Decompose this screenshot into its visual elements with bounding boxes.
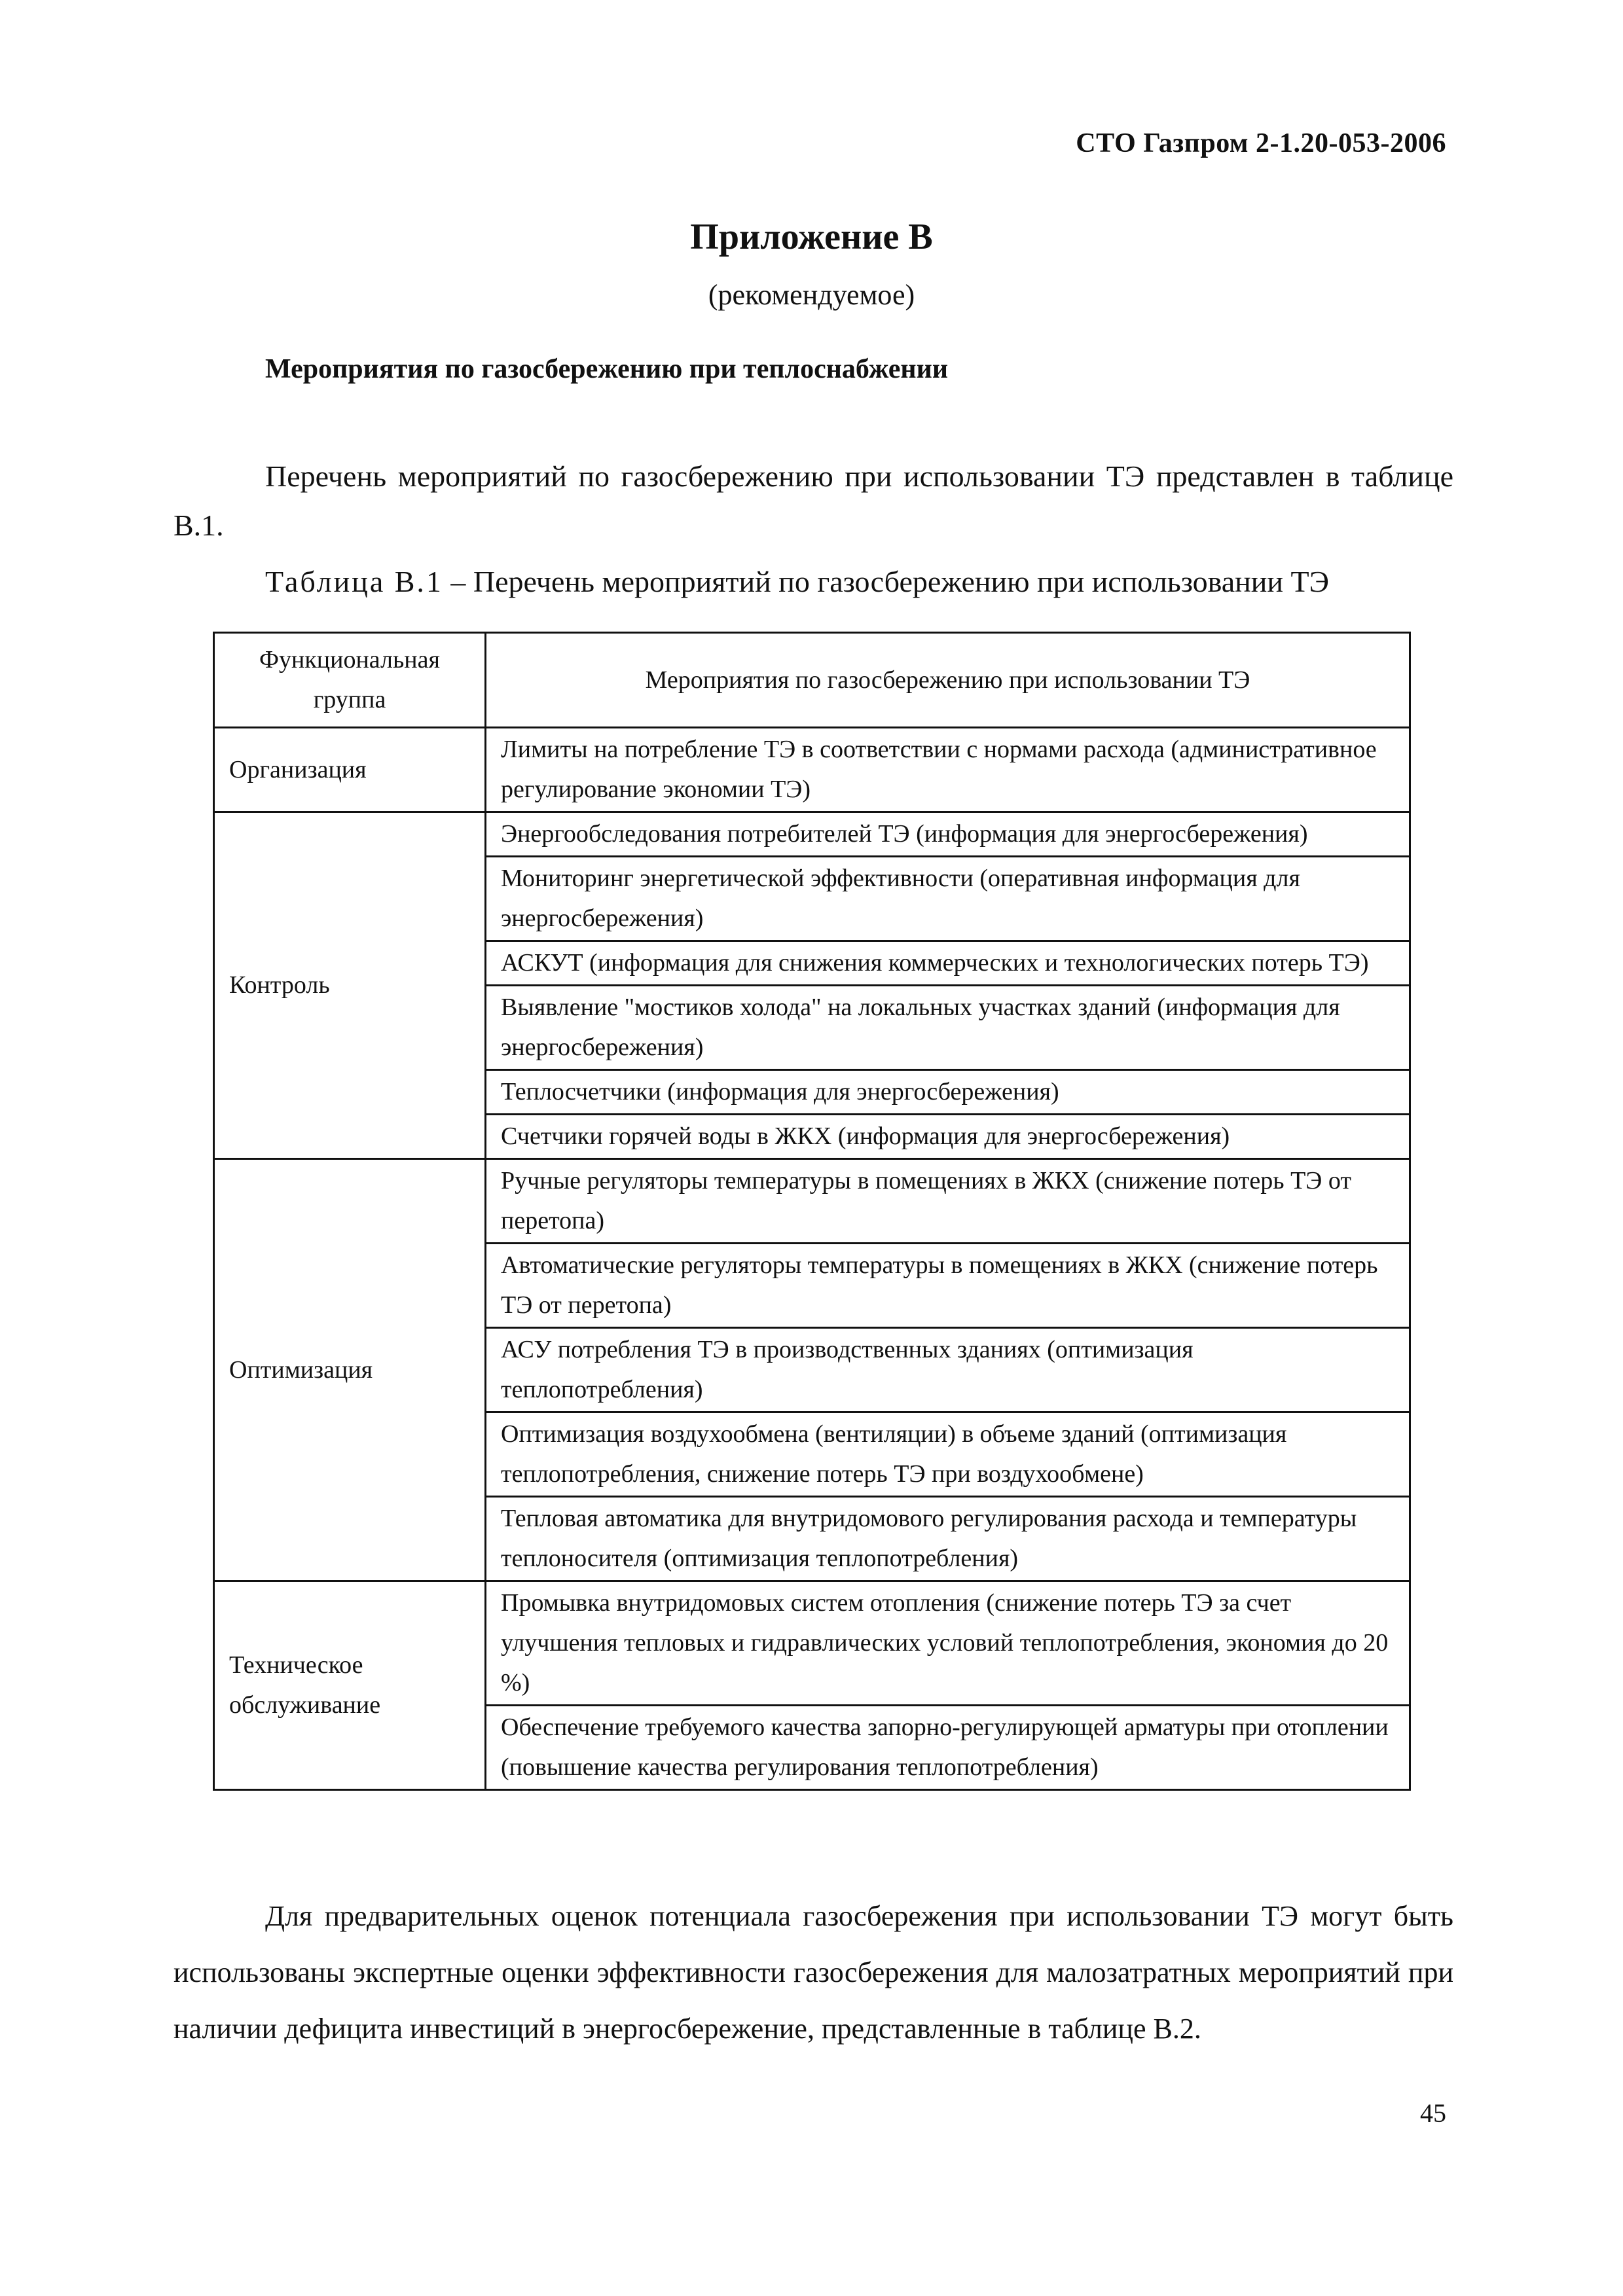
group-cell: Техническое обслуживание	[214, 1581, 486, 1790]
table-row	[214, 728, 1410, 812]
intro-paragraph: Перечень мероприятий по газосбережению при использовании ТЭ представлен в таблице В.1.	[173, 459, 1453, 542]
table-body	[214, 728, 1410, 1790]
document-code: СТО Газпром 2-1.20-053-2006	[1076, 128, 1446, 158]
group-cell: Контроль	[214, 812, 486, 1159]
appendix-subtitle: (рекомендуемое)	[708, 279, 915, 311]
table-caption	[265, 564, 1329, 599]
appendix-title: Приложение В	[690, 217, 933, 257]
measure-cell: Выявление "мостиков холода" на локальных участках зданий (информация для энергосбережения)	[486, 986, 1410, 1070]
measure-cell: Обеспечение требуемого качества запорно-регулирующей арматуры при отоплении (повышение качества регулирования теплопотребления)	[486, 1706, 1410, 1790]
table-header-row	[214, 633, 1410, 728]
measure-cell: Мониторинг энергетической эффективности (оперативная информация для энергосбережения)	[486, 857, 1410, 941]
group-cell: Оптимизация	[214, 1159, 486, 1581]
table-row	[214, 1581, 1410, 1706]
measure-cell: Энергообследования потребителей ТЭ (информация для энергосбережения)	[486, 812, 1410, 857]
measure-cell: Лимиты на потребление ТЭ в соответствии с нормами расхода (административное регулирование экономии ТЭ)	[486, 728, 1410, 812]
measure-cell: Счетчики горячей воды в ЖКХ (информация для энергосбережения)	[486, 1115, 1410, 1159]
measure-cell: Автоматические регуляторы температуры в помещениях в ЖКХ (снижение потерь ТЭ от перетопа)	[486, 1244, 1410, 1328]
measure-cell: АСУ потребления ТЭ в производственных зданиях (оптимизация теплопотребления)	[486, 1328, 1410, 1412]
table-caption-number: Таблица В.1	[265, 565, 443, 598]
section-heading: Мероприятия по газосбережению при теплоснабжении	[265, 354, 949, 384]
closing-paragraph: Для предварительных оценок потенциала газосбережения при использовании ТЭ могут быть использованы экспертные оценки эффективности газосбережения для малозатратных мероприятий при наличии дефицита инвестиций в энергосбережение, представленные в таблице В.2.	[173, 1900, 1453, 2045]
measure-cell: Теплосчетчики (информация для энергосбережения)	[486, 1070, 1410, 1115]
table-row	[214, 812, 1410, 857]
page-number: 45	[1420, 2098, 1446, 2128]
table-caption-text: – Перечень мероприятий по газосбережению при использовании ТЭ	[443, 565, 1329, 598]
measure-cell: Ручные регуляторы температуры в помещениях в ЖКХ (снижение потерь ТЭ от перетопа)	[486, 1159, 1410, 1244]
measure-cell: АСКУТ (информация для снижения коммерческих и технологических потерь ТЭ)	[486, 941, 1410, 986]
header-measures: Мероприятия по газосбережению при использовании ТЭ	[486, 633, 1410, 728]
table-row	[214, 1159, 1410, 1244]
measure-cell: Оптимизация воздухообмена (вентиляции) в объеме зданий (оптимизация теплопотребления, снижение потерь ТЭ при воздухообмене)	[486, 1412, 1410, 1497]
measure-cell: Тепловая автоматика для внутридомового регулирования расхода и температуры теплоносителя (оптимизация теплопотребления)	[486, 1497, 1410, 1581]
measure-cell: Промывка внутридомовых систем отопления (снижение потерь ТЭ за счет улучшения тепловых и гидравлических условий теплопотребления, экономия до 20 %)	[486, 1581, 1410, 1706]
measures-table	[213, 632, 1411, 1791]
group-cell: Организация	[214, 728, 486, 812]
header-group: Функциональная группа	[214, 633, 486, 728]
